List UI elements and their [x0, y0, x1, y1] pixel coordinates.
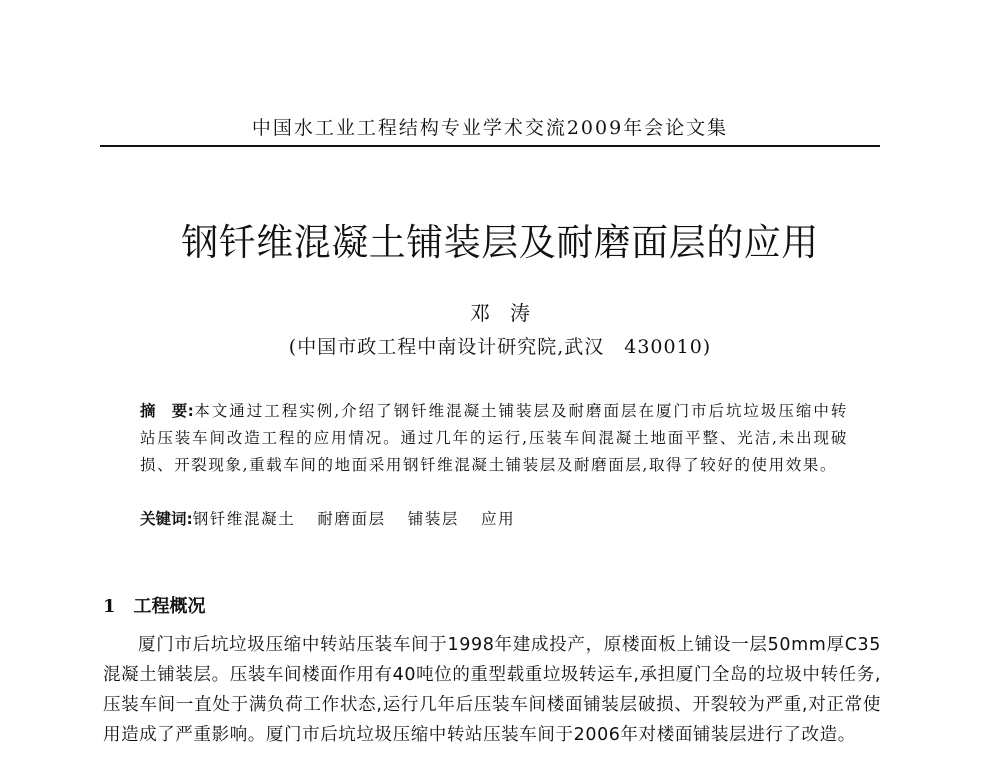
- section-title: 工程概况: [133, 596, 206, 617]
- section-number: 1: [103, 596, 116, 617]
- section-paragraph: 厦门市后坑垃圾压缩中转站压装车间于1998年建成投产，原楼面板上铺设一层50mm厚C35混凝土铺装层。压装车间楼面作用有40吨位的重型载重垃圾转运车,承担厦门全岛的垃圾中转任务,压装车间一直处于满负荷工作状态,运行几年后压装车间楼面铺装层破损、开裂较为严重,对正常使用造成了严重影响。厦门市后坑垃圾压缩中转站压装车间于2006年对楼面铺装层进行了改造。: [103, 635, 881, 745]
- keywords-label: 关键词:: [140, 510, 193, 528]
- section-heading: [103, 592, 206, 618]
- keyword: 应用: [481, 510, 516, 528]
- keyword: 钢钎维混凝土: [192, 510, 296, 528]
- abstract-label: 摘 要:: [140, 402, 194, 420]
- keyword: 铺装层: [407, 510, 460, 528]
- abstract: [140, 398, 848, 479]
- header-rule: [100, 145, 880, 147]
- running-head: 中国水工业工程结构专业学术交流2009年会论文集: [251, 117, 729, 139]
- keywords: [140, 506, 537, 533]
- author-name: 邓 涛: [470, 301, 530, 325]
- keyword: 耐磨面层: [317, 510, 386, 528]
- author-affiliation: (中国市政工程中南设计研究院,武汉 430010): [288, 336, 712, 358]
- paper-title: 钢钎维混凝土铺装层及耐磨面层的应用: [181, 221, 819, 264]
- abstract-text: 本文通过工程实例,介绍了钢钎维混凝土铺装层及耐磨面层在厦门市后坑垃圾压缩中转站压装车间改造工程的应用情况。通过几年的运行,压装车间混凝土地面平整、光洁,未出现破损、开裂现象,重载车间的地面采用钢钎维混凝土铺装层及耐磨面层,取得了较好的使用效果。: [140, 402, 848, 474]
